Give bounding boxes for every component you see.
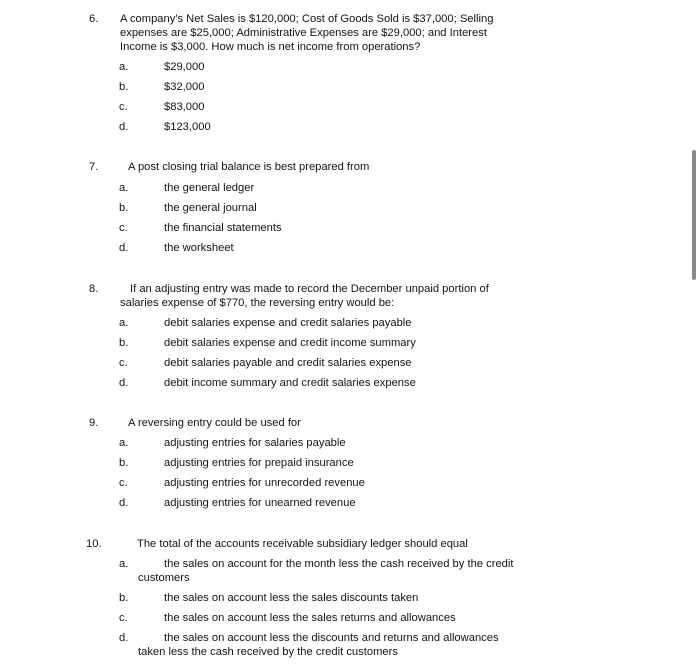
option-text: debit salaries expense and credit income summary (164, 337, 416, 349)
question-number: 6. (89, 13, 99, 25)
option-letter: b. (119, 457, 129, 469)
option-text: $29,000 (164, 61, 205, 73)
option-letter: a. (119, 317, 129, 329)
option-text: adjusting entries for unrecorded revenue (164, 477, 365, 489)
question-text: A post closing trial balance is best prepared from (128, 161, 370, 173)
option-text: the sales on account less the sales discounts taken (164, 592, 419, 604)
option-letter: c. (119, 222, 128, 234)
option-letter: b. (119, 337, 129, 349)
option-text: the worksheet (164, 242, 234, 254)
option-letter: b. (119, 81, 129, 93)
option-letter: a. (119, 61, 129, 73)
option-text: the sales on account for the month less the cash received by the credit (164, 558, 514, 570)
option-text: the general ledger (164, 182, 255, 194)
option-text: $83,000 (164, 101, 205, 113)
option-text: the general journal (164, 202, 257, 214)
option-text: $32,000 (164, 81, 205, 93)
option-text-continued: taken less the cash received by the credit customers (138, 646, 398, 658)
option-letter: c. (119, 477, 128, 489)
option-letter: a. (119, 182, 129, 194)
question-number: 9. (89, 417, 99, 429)
option-text: adjusting entries for prepaid insurance (164, 457, 354, 469)
option-letter: a. (119, 437, 129, 449)
question-text: A reversing entry could be used for (128, 417, 301, 429)
option-text-continued: customers (138, 572, 190, 584)
option-letter: a. (119, 558, 129, 570)
option-letter: d. (119, 242, 129, 254)
option-letter: c. (119, 612, 128, 624)
option-letter: b. (119, 202, 129, 214)
question-text: The total of the accounts receivable subsidiary ledger should equal (137, 538, 468, 550)
scrollbar-thumb[interactable] (692, 150, 696, 280)
option-text: the sales on account less the sales returns and allowances (164, 612, 456, 624)
option-text: $123,000 (164, 121, 211, 133)
option-text: adjusting entries for unearned revenue (164, 497, 356, 509)
option-letter: d. (119, 497, 129, 509)
option-letter: c. (119, 357, 128, 369)
option-letter: d. (119, 377, 129, 389)
question-text: A company's Net Sales is $120,000; Cost of Goods Sold is $37,000; Selling expenses are $25,000; Administrative Expenses are $29,000; and Interest Income is $3,000. How much is net income from operations? (120, 13, 494, 53)
option-text: debit salaries payable and credit salaries expense (164, 357, 412, 369)
option-letter: d. (119, 121, 129, 133)
question-text: If an adjusting entry was made to record the December unpaid portion of salaries expense of $770, the reversing entry would be: (120, 283, 489, 309)
question-number: 8. (89, 283, 99, 295)
option-text: the financial statements (164, 222, 282, 234)
option-text: debit income summary and credit salaries expense (164, 377, 416, 389)
option-text: debit salaries expense and credit salaries payable (164, 317, 412, 329)
option-text: adjusting entries for salaries payable (164, 437, 346, 449)
option-letter: b. (119, 592, 129, 604)
option-letter: d. (119, 632, 129, 644)
question-number: 7. (89, 161, 99, 173)
option-letter: c. (119, 101, 128, 113)
question-number: 10. (86, 538, 102, 550)
option-text: the sales on account less the discounts and returns and allowances (164, 632, 499, 644)
